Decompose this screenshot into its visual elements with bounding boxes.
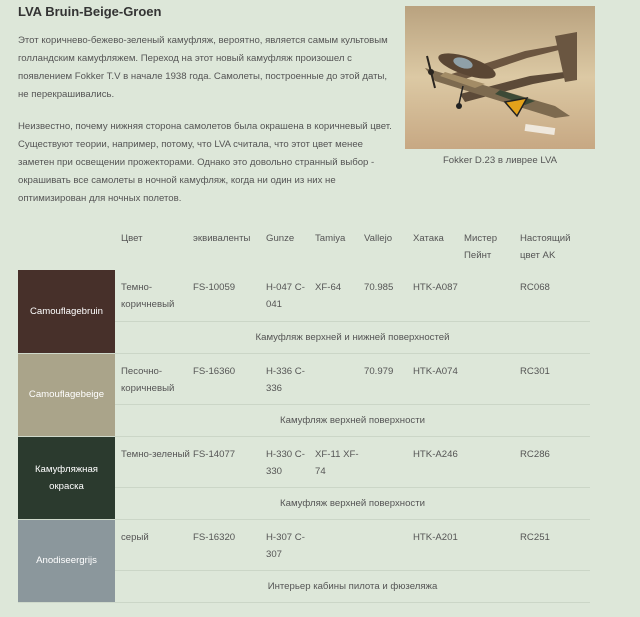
cell-color: Темно-зеленый (115, 436, 193, 487)
color-swatch (18, 270, 115, 353)
usage-note: Камуфляж верхней и нижней поверхностей (115, 321, 590, 353)
swatch-label: Камуфляжная окраска (34, 463, 99, 492)
intro-paragraph-2: Неизвестно, почему нижняя сторона самолетов была окрашена в коричневый цвет. Существуют теории, например, потому, что LVA считала, что этот цвет менее заметен при освещении прожекторами. Однако это довольно странный выбор - окрашивать все самолеты в ночной камуфляж, когда ни один из них не оптимизирован для ночных полетов. (18, 121, 392, 204)
usage-note: Интерьер кабины пилота и фюзеляжа (115, 570, 590, 602)
cell-mr-paint (464, 270, 520, 321)
cell-equivalent: FS-16320 (193, 519, 266, 570)
usage-note: Камуфляж верхней поверхности (115, 404, 590, 436)
header-ak: Настоящий цвет AK (520, 233, 571, 261)
cell-color: Темно-коричневый (115, 270, 193, 321)
paint-table (18, 222, 590, 603)
cell-ak: RC286 (520, 436, 590, 487)
table-row (18, 436, 590, 487)
cell-color: Песочно-коричневый (115, 353, 193, 404)
cell-tamiya: XF-64 (315, 270, 364, 321)
swatch-label: Camouflagebeige (28, 389, 105, 400)
cell-hataka: HTK-A074 (413, 353, 464, 404)
cell-tamiya: XF-11 XF-74 (315, 436, 364, 487)
color-swatch (18, 353, 115, 436)
swatch-label: Camouflagebruin (29, 305, 104, 317)
table-row (18, 353, 590, 404)
cell-vallejo: 70.985 (364, 270, 413, 321)
cell-gunze: H-307 C-307 (266, 519, 315, 570)
intro-paragraph-1: Этот коричнево-бежево-зеленый камуфляж, вероятно, является самым культовым голландским камуфляжем. Переход на этот новый камуфляж произошел с появлением Fokker T.V в начале 1938 года. Самолеты, построенные до этой даты, не перекрашивались. (18, 35, 388, 100)
header-hataka: Хатака (413, 233, 444, 244)
cell-gunze: H-047 C-041 (266, 270, 315, 321)
table-row (18, 270, 590, 321)
cell-mr-paint (464, 519, 520, 570)
cell-ak: RC251 (520, 519, 590, 570)
cell-tamiya (315, 353, 364, 404)
cell-mr-paint (464, 353, 520, 404)
table-header-row (18, 222, 590, 270)
cell-equivalent: FS-10059 (193, 270, 266, 321)
color-swatch (18, 436, 115, 519)
cell-color: серый (115, 519, 193, 570)
cell-mr-paint (464, 436, 520, 487)
cell-ak: RC301 (520, 353, 590, 404)
header-equivalents: эквиваленты (193, 233, 251, 244)
page-title: LVA Bruin-Beige-Groen (18, 4, 162, 19)
cell-hataka: HTK-A201 (413, 519, 464, 570)
header-tamiya: Tamiya (315, 233, 346, 244)
cell-tamiya (315, 519, 364, 570)
cell-ak: RC068 (520, 270, 590, 321)
cell-equivalent: FS-14077 (193, 436, 266, 487)
header-mr-paint: Мистер Пейнт (464, 233, 498, 261)
swatch-header (18, 222, 115, 270)
cell-vallejo (364, 519, 413, 570)
swatch-label: Anodiseergrijs (36, 555, 97, 566)
usage-note: Камуфляж верхней поверхности (115, 487, 590, 519)
cell-vallejo (364, 436, 413, 487)
cell-hataka: HTK-A246 (413, 436, 464, 487)
photo-caption: Fokker D.23 в ливрее LVA (442, 155, 558, 166)
cell-gunze: H-336 C-336 (266, 353, 315, 404)
header-vallejo: Vallejo (364, 233, 393, 244)
color-swatch (18, 519, 115, 602)
header-gunze: Gunze (266, 233, 295, 244)
cell-gunze: H-330 C-330 (266, 436, 315, 487)
aircraft-photo (405, 6, 595, 149)
cell-vallejo: 70.979 (364, 353, 413, 404)
header-color: Цвет (121, 233, 143, 244)
table-row (18, 519, 590, 570)
cell-equivalent: FS-16360 (193, 353, 266, 404)
cell-hataka: HTK-A087 (413, 270, 464, 321)
